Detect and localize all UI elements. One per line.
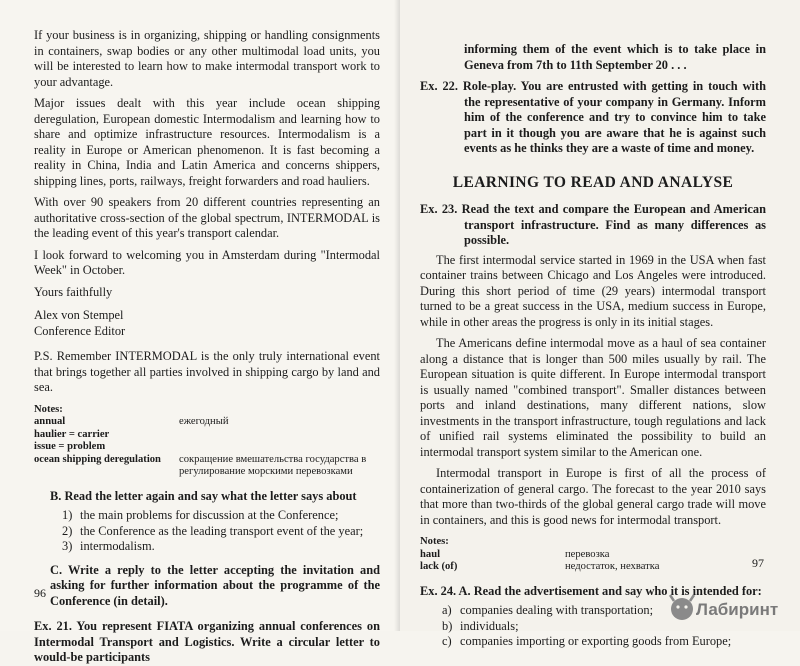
- notes-title: Notes:: [34, 403, 63, 415]
- notes-block: [34, 404, 380, 479]
- notes-block: [420, 536, 766, 574]
- exercise-24: Ex. 24. A. Read the advertisement and say who it is intended for:: [420, 583, 762, 598]
- notes-title: Notes:: [420, 536, 449, 547]
- list-label: 3): [62, 539, 73, 553]
- paragraph: The Americans define intermodal move as a haul of sea container along a distance that is longer than 500 miles usually by rail. The European situation is quite different. In Europe intermodal transport is usually named "combined transport". Smaller distances between ports and inland destinations, many different nations, slow investments in the transport infrastructure, tough regulations and lack of unified rail systems eliminated the possibility to build an intermodal transport system similar to the American one.: [420, 336, 766, 459]
- note-def: недостаток, нехватка: [565, 561, 660, 572]
- note-def: ежегодный: [179, 416, 229, 427]
- left-page: [0, 0, 398, 664]
- note-row: [34, 441, 380, 454]
- note-row: [34, 429, 380, 442]
- task-b: B. Read the letter again and say what the letter says about: [50, 488, 357, 503]
- page-number: 97: [752, 555, 764, 570]
- closing: Yours faithfully: [34, 284, 113, 299]
- note-row: [420, 561, 766, 574]
- paragraph: If your business is in organizing, shipping or handling consignments in containers, swap bodies or any other multimodal load units, you will be interested to learn how to make intermodal transport work to your advantage.: [34, 28, 380, 89]
- note-term: ocean shipping deregulation: [34, 453, 161, 465]
- note-term: annual: [34, 416, 66, 427]
- postscript: P.S. Remember INTERMODAL is the only truly international event that brings together all parties involved in shipping cargo by land and sea.: [34, 349, 380, 394]
- list-text: companies dealing with transportation;: [460, 603, 654, 617]
- minotaur-icon: [670, 595, 694, 620]
- note-def: [179, 429, 380, 442]
- note-term: haulier = carrier: [34, 428, 110, 440]
- note-row: [34, 454, 380, 479]
- paragraph: With over 90 speakers from 20 different countries representing an authoritative cross-section of the global spectrum, INTERMODAL is the leading event of this year's transport calendar.: [34, 195, 380, 240]
- right-page: [400, 0, 800, 648]
- paragraph: The first intermodal service started in 1969 in the USA when fast container trains between Chicago and Los Angeles were introduced. During this short period of time (29 years) intermodal transport turned to be a great success in the USA, medium success in Europe, while in other areas the progress is only in its initial stages.: [420, 252, 766, 329]
- list-text: the main problems for discussion at the Conference;: [80, 508, 339, 522]
- list-text: individuals;: [460, 618, 519, 633]
- list-label: 2): [62, 523, 73, 538]
- paragraph: I look forward to welcoming you in Amsterdam during "Intermodal Week" in October.: [34, 247, 380, 277]
- note-term: haul: [420, 548, 441, 560]
- signature-name: Alex von Stempel: [34, 308, 124, 322]
- list-label: c): [442, 634, 452, 648]
- page-number: 96: [34, 585, 46, 600]
- logo-text: Лабиринт: [696, 600, 779, 619]
- signature-title: Conference Editor: [34, 323, 126, 338]
- exercise-22: Ex. 22. Role-play. You are entrusted with getting in touch with the representative of your company in Germany. Inform him of the conference and try to convince him to take part in it though you are aware that he is against such events as he thinks they are a waste of time and money.: [420, 79, 766, 155]
- note-def: [179, 441, 380, 454]
- section-heading: LEARNING TO READ AND ANALYSE: [452, 173, 734, 191]
- exercise-21: Ex. 21. You represent FIATA organizing annual conferences on Intermodal Transport and Logistics. Write a circular letter to would-be participants: [34, 619, 380, 664]
- labirint-logo: [668, 591, 786, 627]
- paragraph: Intermodal transport in Europe is first of all the process of containerization of general cargo. The forecast to the year 2010 says that more than two-thirds of the global general cargo trade will move in containers, and this is good news for intermodal transport.: [420, 466, 766, 527]
- note-row: [34, 416, 380, 429]
- list-item: [62, 524, 380, 540]
- list-text: companies importing or exporting goods from Europe;: [460, 634, 732, 648]
- list-item: [62, 508, 380, 524]
- note-term: issue = problem: [34, 441, 106, 452]
- note-term: lack (of): [420, 561, 458, 572]
- list-text: the Conference as the leading transport event of the year;: [80, 523, 364, 538]
- exercise-23: Ex. 23. Read the text and compare the European and American transport infrastructure. Find as many differences as possible.: [420, 202, 766, 247]
- list-label: b): [442, 618, 453, 633]
- list-item: [62, 539, 380, 555]
- note-def: сокращение вмешательства государства в регулирование морскими перевозками: [179, 453, 367, 477]
- list-label: 1): [62, 508, 73, 522]
- exercise-21-continued: informing them of the event which is to take place in Geneva from 7th to 11th September 20 . . .: [464, 42, 766, 72]
- note-def: перевозка: [565, 548, 610, 560]
- list-label: a): [442, 603, 452, 617]
- list-item: [442, 634, 766, 650]
- task-b-list: [34, 508, 380, 555]
- paragraph: Major issues dealt with this year include ocean shipping deregulation, European domestic Intermodalism and learning how to share and optimize infrastructure resources. Intermodalism is a reality in Europe or American phenomenon. It is fast becoming a reality in China, India and Latin America and concerns shippers, shipping lines, ports, railways, freight forwarders and road hauliers.: [34, 96, 380, 188]
- task-c: C. Write a reply to the letter accepting the invitation and asking for further information about the programme of the Conference (in detail).: [50, 562, 380, 608]
- note-row: [420, 549, 766, 562]
- list-text: intermodalism.: [80, 539, 155, 553]
